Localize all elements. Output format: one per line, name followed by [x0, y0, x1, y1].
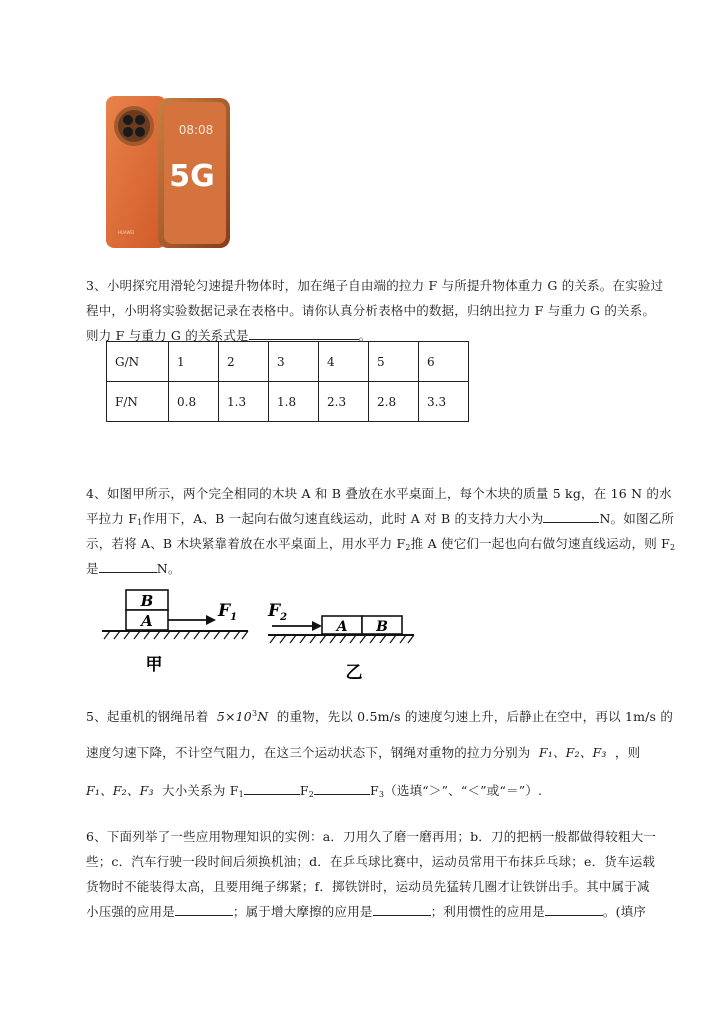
answer-blank[interactable]: [99, 560, 157, 573]
svg-text:A: A: [336, 619, 348, 635]
svg-text:F2: $F_2$: [268, 601, 288, 623]
phone-image: [104, 94, 232, 250]
svg-text:HUAWEI: HUAWEI: [118, 230, 135, 235]
5g-label: 5G: [169, 159, 215, 194]
caption-yi: 乙: [345, 663, 363, 682]
q5-line-1: 5、起重机的钢绳吊着 $5\times 10^3N$ 的重物，先以 0.5m/s 的速度匀速上升，后静止在空中，再以 1m/s 的: [86, 709, 674, 724]
q3-line-2: 程中，小明将实验数据记录在表格中。请你认真分析表格中的数据，归纳出拉力 F 与重力 G 的关系。: [86, 303, 656, 318]
svg-text:B: B: [376, 619, 388, 635]
answer-blank[interactable]: [244, 782, 300, 795]
q4-line-3: 示，若将 A、B 木块紧靠着放在水平桌面上，用水平力 $F_2$推 A 使它们一起也向右做匀速直线运动，则 $F_2$: [86, 536, 676, 552]
answer-blank[interactable]: [175, 903, 233, 916]
answer-blank[interactable]: [545, 903, 603, 916]
q3-line-1: 3、小明探究用滑轮匀速提升物体时，加在绳子自由端的拉力 F 与所提升物体重力 G 的关系。在实验过: [86, 278, 664, 293]
q6-line-4: 小压强的应用是 ；属于增大摩擦的应用是 ；利用惯性的应用是 。(填序: [86, 904, 647, 919]
answer-blank[interactable]: [314, 782, 370, 795]
table-row: F/N 0.8 1.3 1.8 2.3 2.8 3.3: [107, 382, 469, 422]
svg-text:08:08: 08:08: [178, 123, 214, 137]
q6-line-2: 些；c．汽车行驶一段时间后须换机油；d．在乒乓球比赛中，运动员常用干布抹乒乓球；e．货车运载: [86, 854, 656, 869]
answer-blank[interactable]: [373, 903, 431, 916]
q6-line-1: 6、下面列举了一些应用物理知识的实例：a．刀用久了磨一磨再用；b．刀的把柄一般都做得较粗大一: [86, 829, 657, 844]
q5-line-2: 速度匀速下降，不计空气阻力，在这三个运动状态下，钢绳对重物的拉力分别为 F₁、F₂、F₃ ，则: [86, 745, 641, 760]
q5-line-3: F₁、F₂、F₃ 大小关系为 $F_1$ $F_2$ $F_3$（选填“＞”、“＜”或“＝”）.: [86, 783, 543, 799]
q4-line-4: 是 N。: [86, 561, 181, 576]
q6-line-3: 货物时不能装得太高，且要用绳子绑紧；f．掷铁饼时，运动员先猛转几圈才让铁饼出手。其中属于减: [86, 879, 650, 894]
answer-blank[interactable]: [543, 510, 599, 523]
figure-yi: [266, 600, 416, 682]
svg-text:A: A: [141, 612, 153, 630]
svg-text:F1: $F_1$: [218, 601, 238, 623]
data-table: [106, 341, 469, 422]
answer-blank[interactable]: [249, 327, 359, 340]
q4-line-1: 4、如图甲所示，两个完全相同的木块 A 和 B 叠放在水平桌面上，每个木块的质量 5 kg，在 16 N 的水: [86, 486, 672, 501]
caption-jia: 甲: [145, 655, 163, 675]
figure-jia: [100, 588, 250, 680]
svg-text:B: B: [140, 592, 154, 610]
table-row: G/N 1 2 3 4 5 6: [107, 342, 469, 382]
q4-line-2: 平拉力 $F_1$作用下，A、B 一起向右做匀速直线运动，此时 A 对 B 的支持力大小为 N。如图乙所: [86, 511, 675, 527]
q3-line-3: 则力 F 与重力 G 的关系式是 。: [86, 328, 372, 343]
